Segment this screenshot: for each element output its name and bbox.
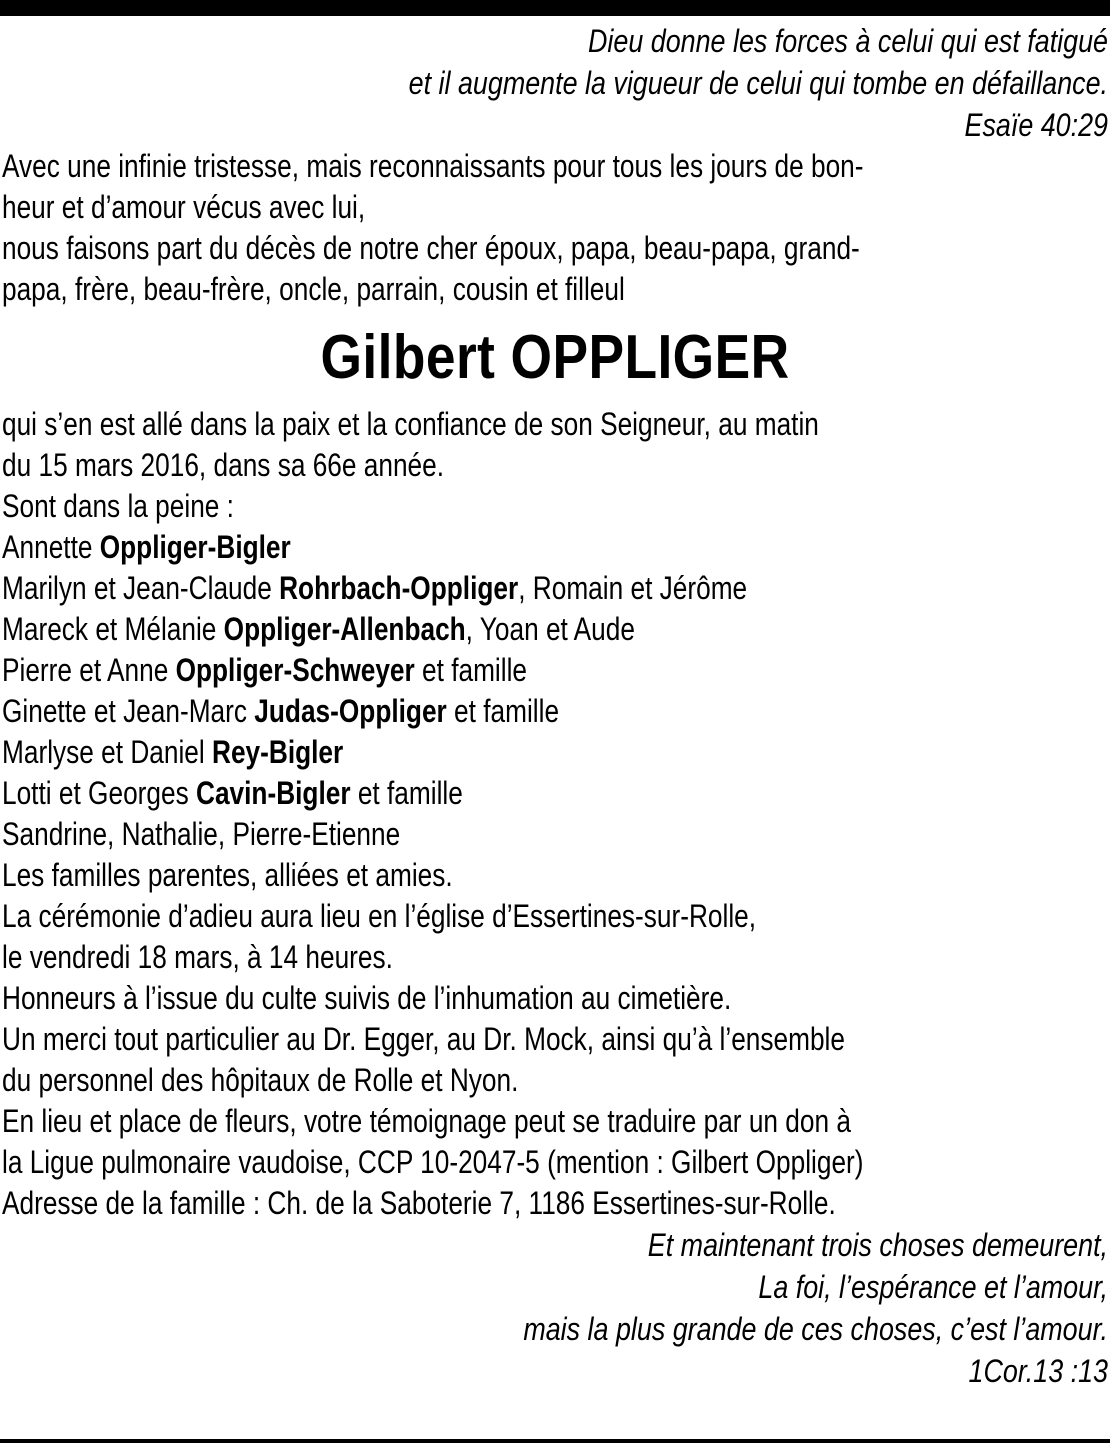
mourner-family-name: Cavin-Bigler xyxy=(195,775,351,811)
epigraph-reference: Esaïe 40:29 xyxy=(964,107,1108,143)
mourner-family-name: Oppliger-Bigler xyxy=(99,529,291,565)
intro-line: heur et d’amour vécus avec lui, xyxy=(2,189,366,225)
detail-line: du personnel des hôpitaux de Rolle et Nyon. xyxy=(2,1062,519,1098)
intro-line: nous faisons part du décès de notre cher époux, papa, beau-papa, grand- xyxy=(2,230,860,266)
mourner-first-names: Marlyse et Daniel xyxy=(2,734,212,770)
intro-paragraph xyxy=(2,146,1108,310)
deceased-name: Gilbert OPPLIGER xyxy=(320,323,790,392)
mourner-line xyxy=(2,568,1108,609)
mourner-suffix: et famille xyxy=(446,693,560,729)
mourner-family-name: Judas-Oppliger xyxy=(254,693,447,729)
closing-verse xyxy=(0,1224,1108,1392)
mourner-suffix: et famille xyxy=(414,652,528,688)
intro-line: papa, frère, beau-frère, oncle, parrain, cousin et filleul xyxy=(2,271,625,307)
epigraph-line-2: et il augmente la vigueur de celui qui tombe en défaillance. xyxy=(408,65,1108,101)
mourner-first-names: Marilyn et Jean-Claude xyxy=(2,570,280,606)
details-paragraph xyxy=(2,814,1108,1224)
closing-verse-reference: 1Cor.13 :13 xyxy=(968,1353,1108,1389)
mourner-suffix: , Romain et Jérôme xyxy=(518,570,748,606)
bottom-rule xyxy=(0,1439,1110,1443)
epigraph-line-1: Dieu donne les forces à celui qui est fatigué xyxy=(588,23,1108,59)
detail-line: Adresse de la famille : Ch. de la Saboterie 7, 1186 Essertines-sur-Rolle. xyxy=(2,1185,836,1221)
closing-verse-line-3: mais la plus grande de ces choses, c’est l’amour. xyxy=(523,1311,1108,1347)
epigraph xyxy=(0,20,1108,146)
mourner-family-name: Rohrbach-Oppliger xyxy=(279,570,519,606)
mourner-line xyxy=(2,773,1108,814)
passing-line: du 15 mars 2016, dans sa 66e année. xyxy=(2,447,445,483)
mourner-line xyxy=(2,732,1108,773)
detail-line: le vendredi 18 mars, à 14 heures. xyxy=(2,939,393,975)
mourner-line xyxy=(2,650,1108,691)
mourner-family-name: Oppliger-Allenbach xyxy=(223,611,466,647)
mourner-first-names: Lotti et Georges xyxy=(2,775,196,811)
mourners-heading: Sont dans la peine : xyxy=(2,488,234,524)
detail-line: La cérémonie d’adieu aura lieu en l’église d’Essertines-sur-Rolle, xyxy=(2,898,757,934)
closing-verse-line-1: Et maintenant trois choses demeurent, xyxy=(647,1227,1108,1263)
detail-line: Un merci tout particulier au Dr. Egger, au Dr. Mock, ainsi qu’à l’ensemble xyxy=(2,1021,845,1057)
mourner-line xyxy=(2,609,1108,650)
detail-line: Sandrine, Nathalie, Pierre-Etienne xyxy=(2,816,401,852)
passing-paragraph xyxy=(2,404,1108,486)
mourner-suffix: , Yoan et Aude xyxy=(465,611,635,647)
mourner-family-name: Oppliger-Schweyer xyxy=(175,652,415,688)
passing-line: qui s’en est allé dans la paix et la confiance de son Seigneur, au matin xyxy=(2,406,819,442)
mourner-first-names: Annette xyxy=(2,529,100,565)
detail-line: Honneurs à l’issue du culte suivis de l’inhumation au cimetière. xyxy=(2,980,732,1016)
mourner-first-names: Mareck et Mélanie xyxy=(2,611,224,647)
mourner-first-names: Pierre et Anne xyxy=(2,652,176,688)
top-rule xyxy=(0,0,1110,16)
mourner-line xyxy=(2,527,1108,568)
mourner-line xyxy=(2,691,1108,732)
mourners-list xyxy=(2,527,1108,814)
mourner-family-name: Rey-Bigler xyxy=(211,734,344,770)
detail-line: En lieu et place de fleurs, votre témoignage peut se traduire par un don à xyxy=(2,1103,851,1139)
mourner-first-names: Ginette et Jean-Marc xyxy=(2,693,255,729)
detail-line: la Ligue pulmonaire vaudoise, CCP 10-2047-5 (mention : Gilbert Oppliger) xyxy=(2,1144,864,1180)
mourner-suffix: et famille xyxy=(350,775,463,811)
intro-line: Avec une infinie tristesse, mais reconnaissants pour tous les jours de bon- xyxy=(2,148,864,184)
detail-line: Les familles parentes, alliées et amies. xyxy=(2,857,453,893)
closing-verse-line-2: La foi, l’espérance et l’amour, xyxy=(758,1269,1108,1305)
